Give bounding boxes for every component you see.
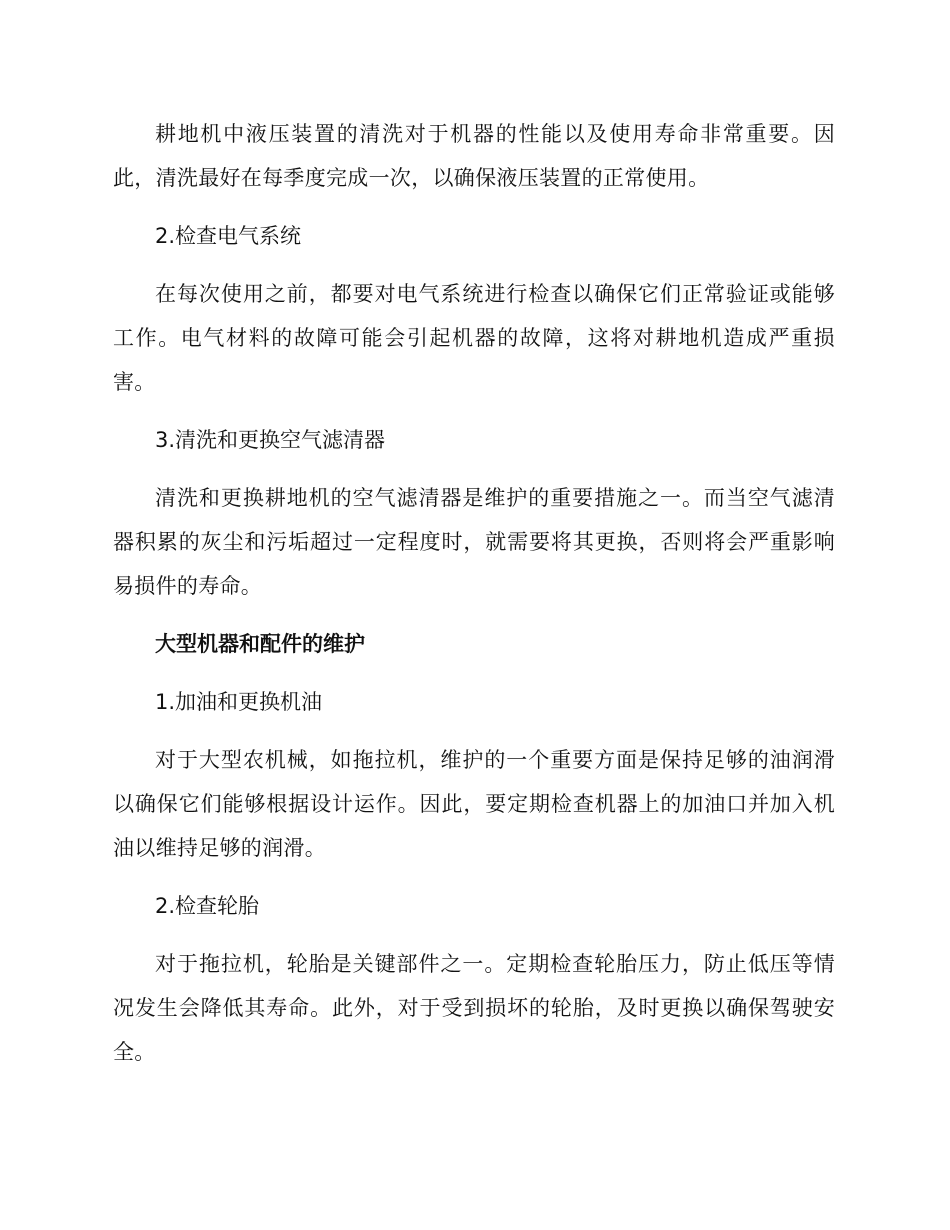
paragraph-air-filter: 清洗和更换耕地机的空气滤清器是维护的重要措施之一。而当空气滤清器积累的灰尘和污垢超过一定程度时，就需要将其更换，否则将会严重影响易损件的寿命。 (113, 486, 835, 598)
heading-oil-change: 1.加油和更换机油 (155, 690, 323, 714)
document-body (113, 112, 835, 1088)
paragraph-tires: 对于拖拉机，轮胎是关键部件之一。定期检查轮胎压力，防止低压等情况发生会降低其寿命。此外，对于受到损坏的轮胎，及时更换以确保驾驶安全。 (113, 952, 835, 1064)
paragraph-hydraulic-cleaning: 耕地机中液压装置的清洗对于机器的性能以及使用寿命非常重要。因此，清洗最好在每季度完成一次，以确保液压装置的正常使用。 (113, 122, 835, 190)
section-title-large-machines: 大型机器和配件的维护 (155, 632, 365, 656)
heading-check-electrical: 2.检查电气系统 (155, 224, 302, 248)
paragraph-electrical-system: 在每次使用之前，都要对电气系统进行检查以确保它们正常验证或能够工作。电气材料的故障可能会引起机器的故障，这将对耕地机造成严重损害。 (113, 282, 835, 394)
heading-air-filter: 3.清洗和更换空气滤清器 (155, 428, 386, 452)
heading-check-tires: 2.检查轮胎 (155, 894, 260, 918)
paragraph-oil-lubrication: 对于大型农机械，如拖拉机，维护的一个重要方面是保持足够的油润滑以确保它们能够根据设计运作。因此，要定期检查机器上的加油口并加入机油以维持足够的润滑。 (113, 748, 835, 860)
